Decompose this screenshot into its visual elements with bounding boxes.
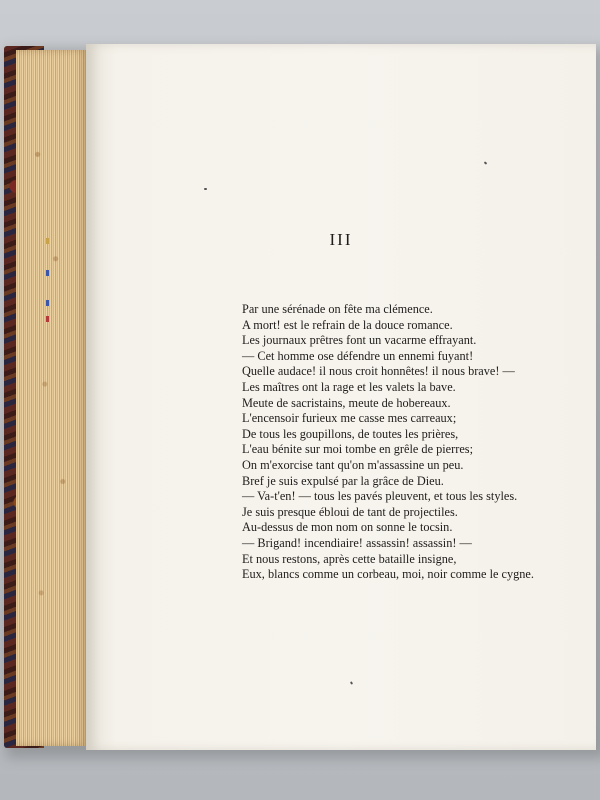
page-edges bbox=[16, 50, 88, 746]
poem-line: — Va-t'en! — tous les pavés pleuvent, et tous les styles. bbox=[242, 489, 518, 504]
poem-line: Et nous restons, après cette bataille insigne, bbox=[242, 551, 457, 566]
chapter-heading: III bbox=[329, 230, 353, 249]
page-marker bbox=[46, 238, 49, 244]
book-page bbox=[86, 44, 596, 750]
poem-line: Par une sérénade on fête ma clémence. bbox=[242, 302, 433, 316]
poem-line: A mort! est le refrain de la douce romance. bbox=[242, 317, 453, 332]
poem-line: Quelle audace! il nous croit honnêtes! il nous brave! — bbox=[242, 364, 515, 379]
poem-line: L'eau bénite sur moi tombe en grêle de pierres; bbox=[242, 442, 473, 457]
poem-line: — Brigand! incendiaire! assassin! assassin! — bbox=[242, 535, 472, 550]
paper-speck bbox=[350, 681, 353, 685]
poem-text bbox=[242, 302, 534, 583]
poem-line: — Cet homme ose défendre un ennemi fuyant! bbox=[242, 348, 474, 363]
poem-line: On m'exorcise tant qu'on m'assassine un peu. bbox=[242, 457, 464, 472]
poem-line: Les journaux prêtres font un vacarme effrayant. bbox=[242, 333, 477, 348]
poem-line: Meute de sacristains, meute de hobereaux. bbox=[242, 395, 451, 410]
page-marker bbox=[46, 270, 49, 276]
poem-line: L'encensoir furieux me casse mes carreaux; bbox=[242, 411, 457, 426]
poem-line: Bref je suis expulsé par la grâce de Dieu. bbox=[242, 473, 444, 488]
poem-line: Je suis presque ébloui de tant de projectiles. bbox=[242, 504, 458, 519]
poem-line: Eux, blancs comme un corbeau, moi, noir comme le cygne. bbox=[242, 567, 534, 582]
paper-speck bbox=[204, 188, 207, 190]
poem-line: Au-dessus de mon nom on sonne le tocsin. bbox=[242, 520, 453, 535]
page-marker bbox=[46, 300, 49, 306]
page-marker bbox=[46, 316, 49, 322]
poem-line: Les maîtres ont la rage et les valets la bave. bbox=[242, 379, 456, 394]
poem-line: De tous les goupillons, de toutes les prières, bbox=[242, 426, 459, 441]
paper-speck bbox=[484, 161, 488, 164]
